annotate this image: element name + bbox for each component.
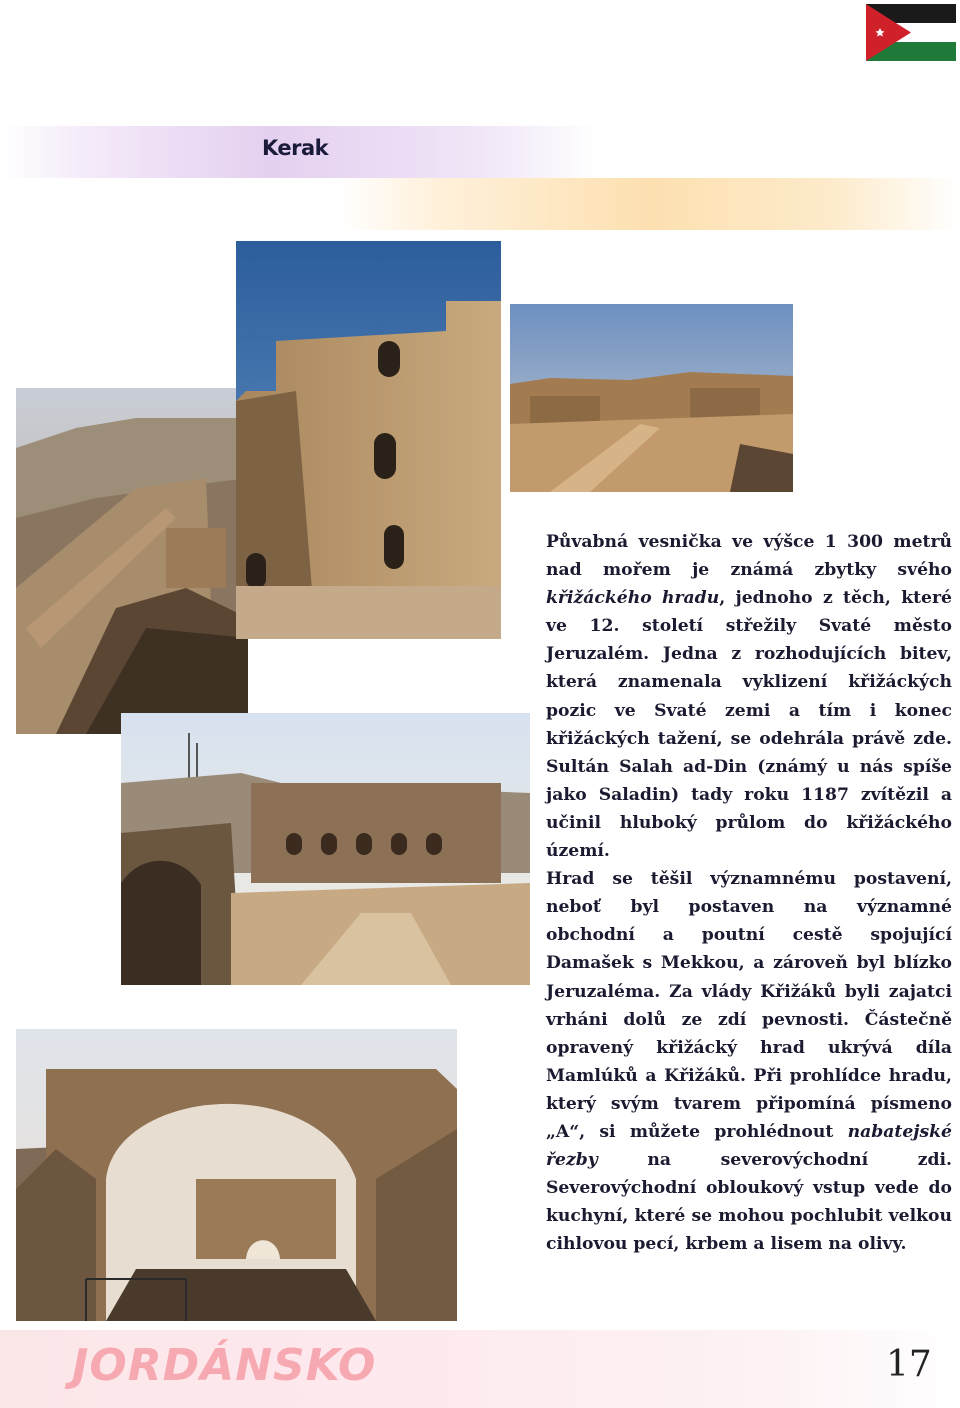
footer-brand: JORDÁNSKO (72, 1340, 377, 1391)
article-body (546, 528, 952, 1258)
header-band-bottom (340, 178, 960, 230)
paragraph-1: Půvabná vesnička ve výšce 1 300 metrů nad mořem je známá zbytky svého křižáckého hradu, jednoho z těch, které ve 12. století střežily Svaté město Jeruzalém. Jedna z rozhodujících bitev, která znamenala vyklizení křižáckých pozic ve Svaté zemi a tím i konec křižáckých tažení, se odehrála právě zde. Sultán Salah ad-Din (známý u nás spíše jako Saladin) tady roku 1187 zvítězil a učinil hluboký průlom do křižáckého území. (546, 532, 952, 862)
paragraph-2: Hrad se těšil významnému postavení, neboť byl postaven na významné obchodní a poutní cestě spojující Damašek s Mekkou, a zároveň byl blízko Jeruzaléma. Za vlády Křižáků byli zajatci vrháni dolů ze zdí pevnosti. Částečně opravený křižácký hrad ukrývá díla Mamlúků a Křižáků. Při prohlídce hradu, který svým tvarem připomíná písmeno „A“, si můžete prohlédnout nabatejské řezby na severovýchodní zdi. Severovýchodní obloukový vstup vede do kuchyní, které se mohou pochlubit velkou cihlovou pecí, krbem a lisem na olivy. (546, 869, 952, 1255)
page-title: Kerak (262, 136, 329, 160)
page-number: 17 (886, 1344, 932, 1385)
castle-courtyard-photo (121, 713, 530, 985)
castle-ruins-panorama-photo (510, 304, 793, 492)
castle-valley-photo (16, 388, 248, 734)
jordan-flag-icon (866, 4, 956, 61)
castle-tower-photo (236, 241, 501, 639)
stone-arch-photo (16, 1029, 457, 1321)
